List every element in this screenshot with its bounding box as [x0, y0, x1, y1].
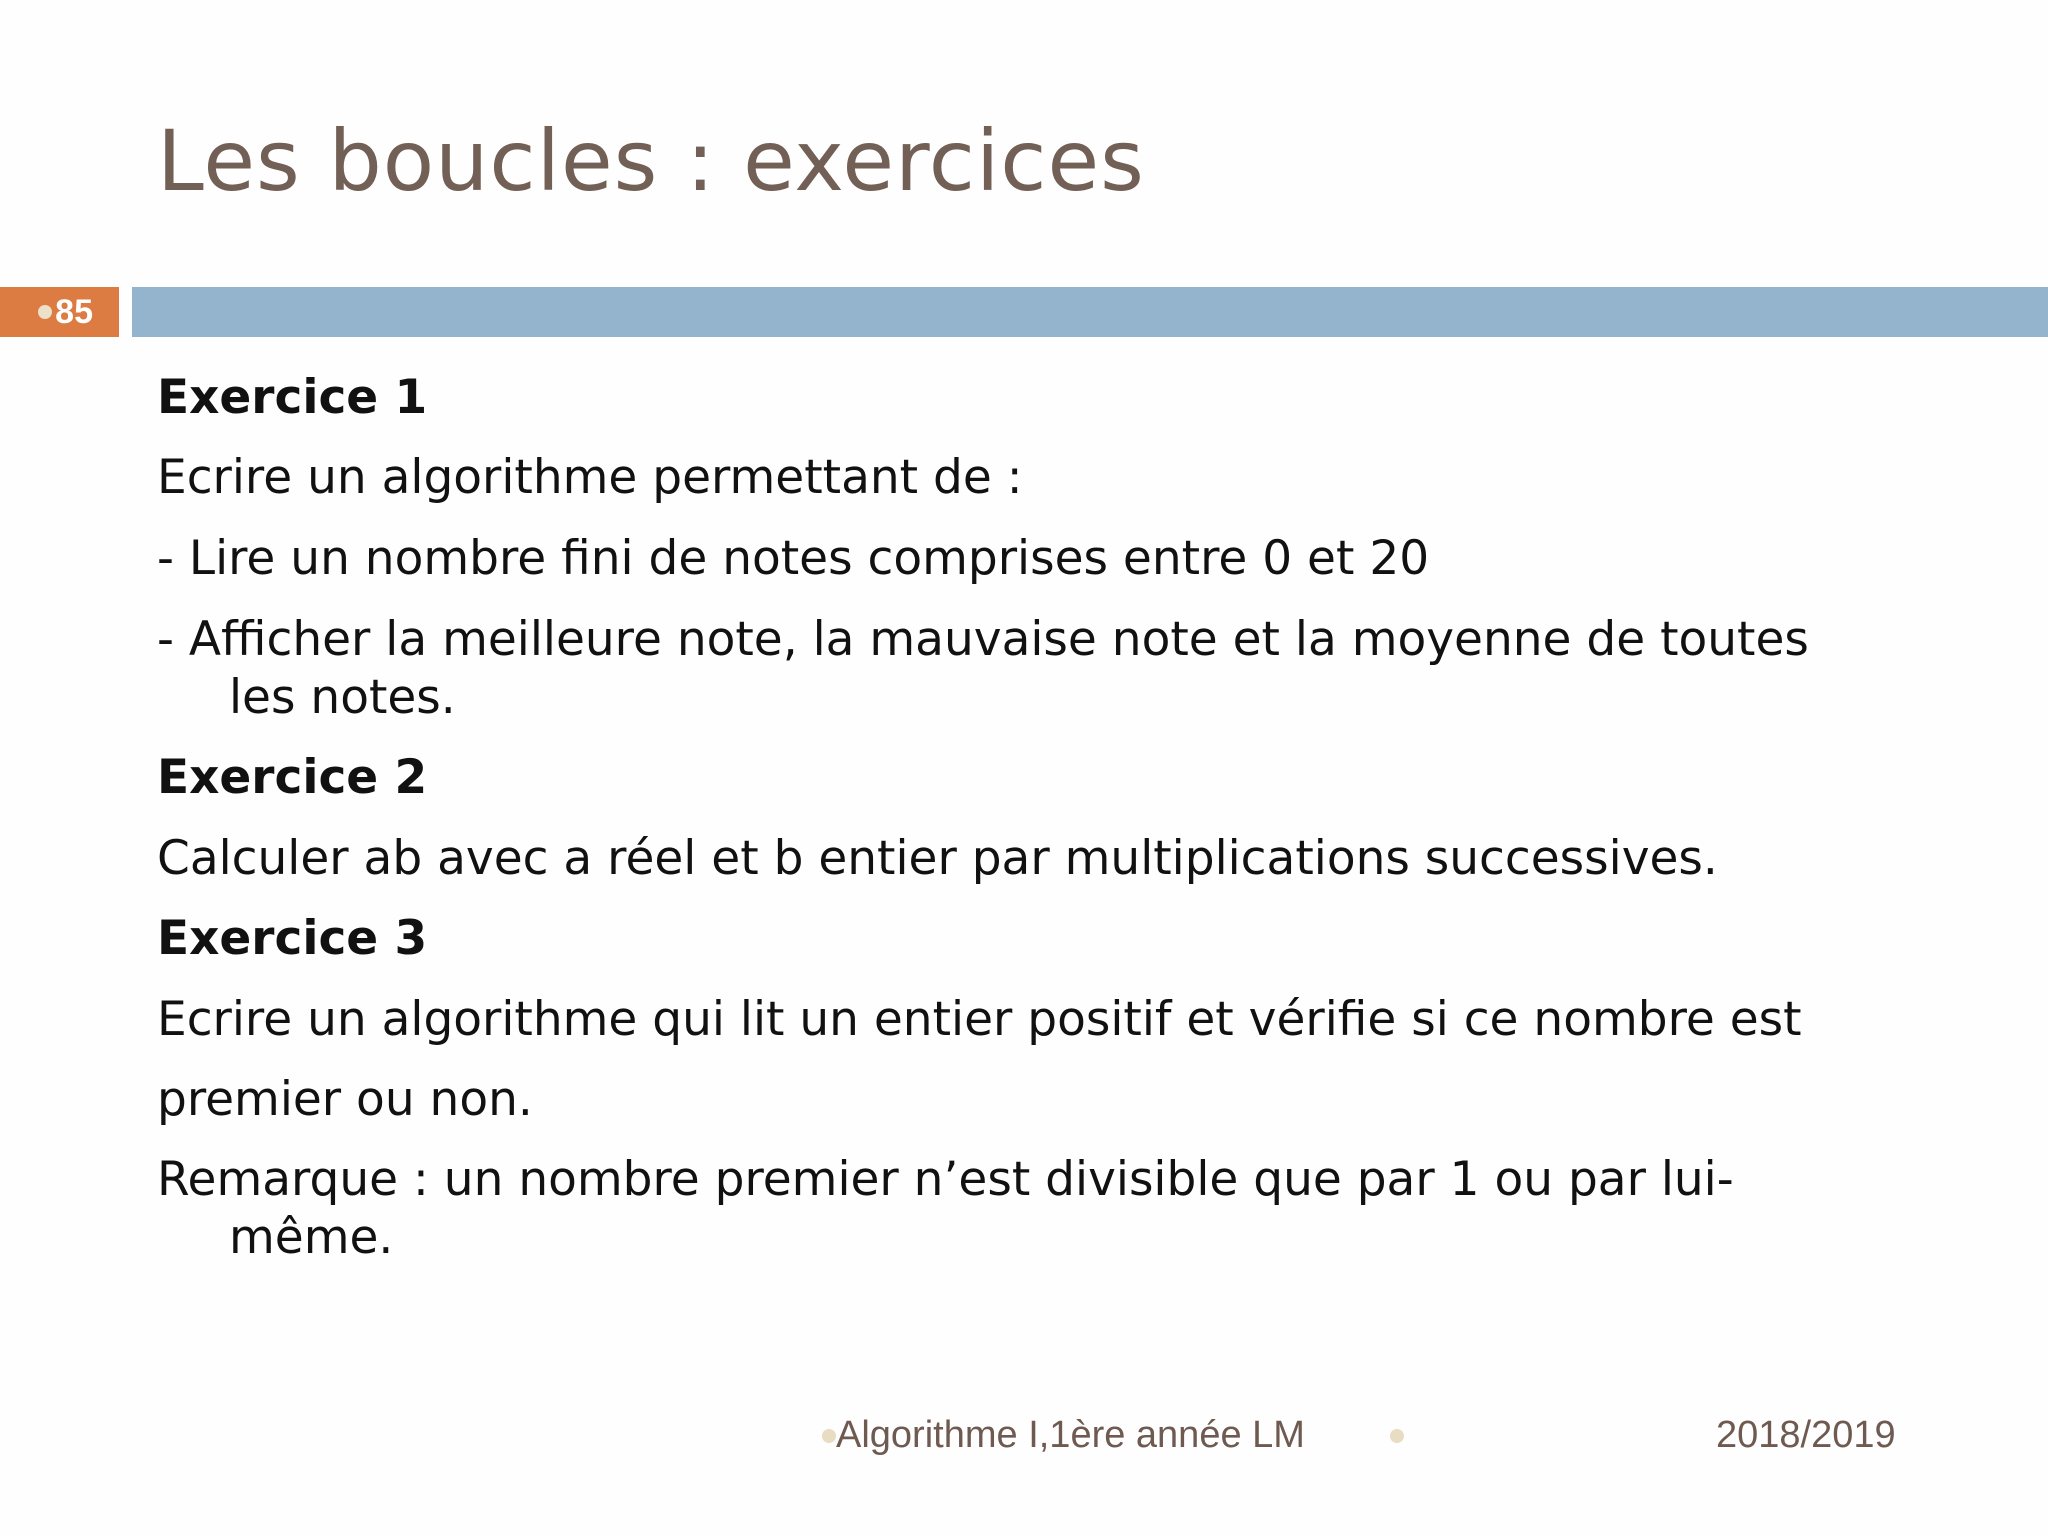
- bullet-dot-icon: [1390, 1429, 1404, 1443]
- slide-title: Les boucles : exercices: [157, 112, 1145, 210]
- exercise-1-heading: Exercice 1: [157, 370, 428, 425]
- footer-course-label: Algorithme I,1ère année LM: [836, 1414, 1305, 1456]
- exercise-3-heading: Exercice 3: [157, 911, 428, 966]
- exercise-1-item-1: - Lire un nombre fini de notes comprises entre 0 et 20: [157, 531, 1430, 586]
- slide-number-badge: [0, 287, 119, 337]
- slide-number: 85: [55, 292, 93, 331]
- exercise-1-intro: Ecrire un algorithme permettant de :: [157, 450, 1023, 505]
- exercise-1-item-2-cont: les notes.: [229, 670, 456, 725]
- exercise-3-text-cont: premier ou non.: [157, 1072, 533, 1127]
- remark-text: Remarque : un nombre premier n’est divisible que par 1 ou par lui-: [157, 1152, 1734, 1207]
- exercise-2-heading: Exercice 2: [157, 750, 428, 805]
- footer-course: [822, 1414, 1305, 1457]
- bullet-dot-icon: [38, 305, 52, 319]
- header-divider-bar: [132, 287, 2048, 337]
- exercise-2-text: Calculer ab avec a réel et b entier par multiplications successives.: [157, 831, 1718, 886]
- remark-text-cont: même.: [229, 1210, 394, 1265]
- exercise-1-item-2: - Afficher la meilleure note, la mauvaise note et la moyenne de toutes: [157, 612, 1809, 667]
- exercise-3-text: Ecrire un algorithme qui lit un entier positif et vérifie si ce nombre est: [157, 992, 1802, 1047]
- footer-separator: [1390, 1429, 1404, 1443]
- bullet-dot-icon: [822, 1429, 836, 1443]
- footer-year: 2018/2019: [1716, 1414, 1896, 1456]
